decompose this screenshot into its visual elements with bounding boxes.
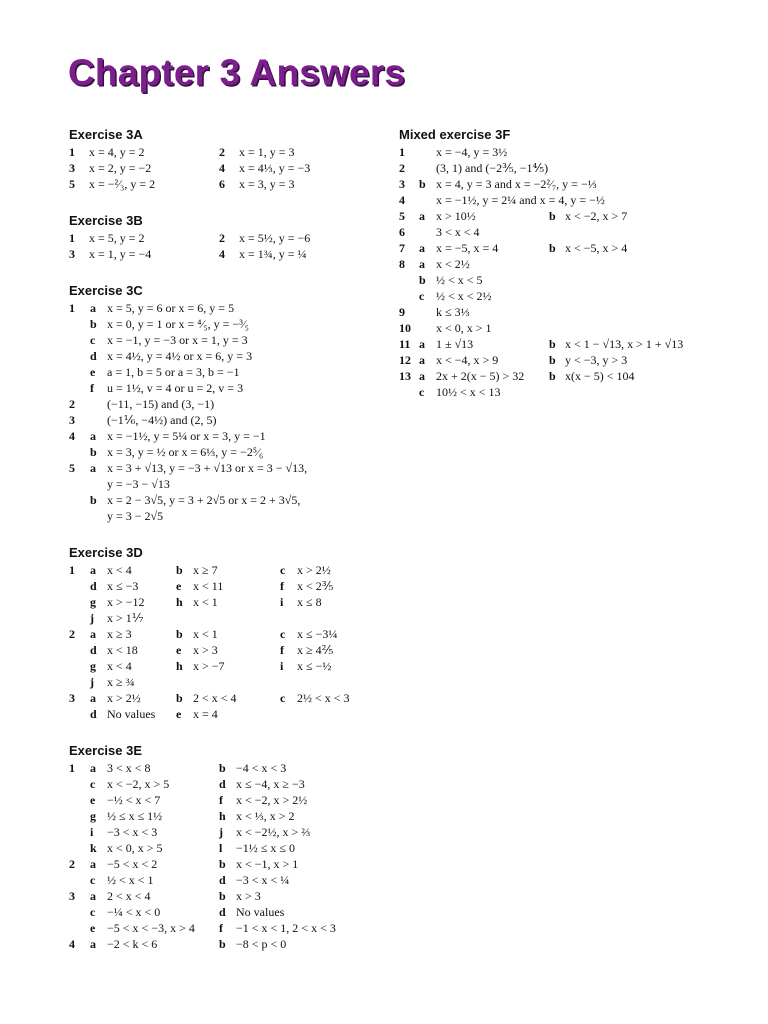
answer-row: [69, 626, 389, 642]
question-number: 3: [399, 177, 405, 191]
question-number: 3: [69, 161, 75, 175]
question-number: 5: [69, 177, 75, 191]
answer-text: x < 2½: [436, 257, 470, 271]
part-letter: b: [176, 627, 183, 641]
answer-row: [69, 460, 389, 476]
answer-text: x ≤ −4, x ≥ −3: [236, 777, 305, 791]
question-number: 9: [399, 305, 405, 319]
part-letter: e: [176, 643, 182, 657]
question-number: 1: [69, 145, 75, 159]
question-number: 4: [219, 247, 225, 261]
answer-row: [69, 792, 389, 808]
answer-text: x = 4, y = 3 and x = −2²⁄₇, y = −⅓: [436, 177, 597, 191]
question-number: 11: [399, 337, 411, 351]
answer-text: x ≤ −3¼: [297, 627, 338, 641]
answer-text: x = 4½, y = 4½ or x = 6, y = 3: [107, 349, 253, 363]
answer-text: x < −2, x > 5: [107, 777, 170, 791]
answer-text: x = −5, x = 4: [436, 241, 499, 255]
answer-text: −1 < x < 1, 2 < x < 3: [236, 921, 336, 935]
part-letter: d: [219, 905, 226, 919]
answer-row: [399, 192, 739, 208]
answer-row: [69, 674, 389, 690]
answer-row: [399, 224, 739, 240]
answer-text: x = −1½, y = 5¼ or x = 3, y = −1: [107, 429, 266, 443]
answer-text: ½ < x < 5: [436, 273, 483, 287]
answer-row: [69, 508, 389, 524]
part-letter: a: [419, 209, 425, 223]
part-letter: f: [90, 381, 94, 395]
part-letter: b: [549, 209, 556, 223]
answer-row: [69, 230, 389, 246]
answer-row: [69, 658, 389, 674]
question-number: 6: [399, 225, 405, 239]
part-letter: e: [90, 365, 96, 379]
answer-text: x = 4, y = 2: [89, 145, 145, 159]
answer-text: x < −4, x > 9: [436, 353, 499, 367]
part-letter: g: [90, 659, 96, 673]
answer-row: [69, 144, 389, 160]
answer-text: x < 1: [193, 627, 218, 641]
answer-row: [69, 690, 389, 706]
answer-row: [69, 562, 389, 578]
question-number: 1: [69, 761, 75, 775]
exercise-3f: [399, 127, 739, 400]
exercise-3b: [69, 213, 389, 262]
answer-text: x ≤ −½: [297, 659, 332, 673]
answer-text: No values: [107, 707, 156, 721]
answer-text: −¼ < x < 0: [107, 905, 161, 919]
part-letter: c: [90, 777, 96, 791]
answer-text: x < −2½, x > ⅔: [236, 825, 311, 839]
exercise-heading: Exercise 3C: [69, 283, 143, 298]
part-letter: e: [176, 579, 182, 593]
part-letter: l: [219, 841, 223, 855]
part-letter: k: [90, 841, 97, 855]
answer-text: x = 1, y = 3: [239, 145, 295, 159]
answer-text: a = 1, b = 5 or a = 3, b = −1: [107, 365, 240, 379]
part-letter: b: [219, 937, 226, 951]
part-letter: i: [280, 595, 284, 609]
answer-text: x < −2, x > 2½: [236, 793, 308, 807]
exercise-heading: Exercise 3D: [69, 545, 143, 560]
part-letter: c: [419, 289, 425, 303]
answer-text: −5 < x < −3, x > 4: [107, 921, 195, 935]
answer-text: x = 4⅓, y = −3: [239, 161, 311, 175]
part-letter: a: [90, 857, 96, 871]
part-letter: b: [219, 857, 226, 871]
part-letter: b: [419, 273, 426, 287]
answer-text: x < −1, x > 1: [236, 857, 299, 871]
answer-row: [69, 642, 389, 658]
answer-text: 3 < x < 4: [436, 225, 480, 239]
answer-text: x = 2 − 3√5, y = 3 + 2√5 or x = 2 + 3√5,: [107, 493, 301, 507]
answer-text: x ≥ ¾: [107, 675, 135, 689]
answer-row: [69, 300, 389, 316]
answer-row: [69, 856, 389, 872]
answer-text: −½ < x < 7: [107, 793, 161, 807]
question-number: 2: [69, 857, 75, 871]
answer-text: x ≥ 7: [193, 563, 218, 577]
part-letter: a: [90, 461, 96, 475]
answer-text: x < 1: [193, 595, 218, 609]
answer-text: x = −4, y = 3½: [436, 145, 508, 159]
answer-row: [69, 364, 389, 380]
answer-row: [399, 176, 739, 192]
answer-text: x = 0, y = 1 or x = ⁴⁄₅, y = −³⁄₅: [107, 317, 249, 331]
answer-text: x < 18: [107, 643, 138, 657]
answer-row: [69, 594, 389, 610]
answer-row: [69, 428, 389, 444]
part-letter: j: [90, 611, 94, 625]
answer-text: x < 0, x > 1: [436, 321, 492, 335]
answer-row: [69, 160, 389, 176]
answer-text: x < ⅓, x > 2: [236, 809, 295, 823]
answer-text: y = −3 − √13: [107, 477, 170, 491]
part-letter: d: [90, 579, 97, 593]
answer-row: [69, 578, 389, 594]
answer-row: [399, 384, 739, 400]
answer-row: [399, 336, 739, 352]
answer-text: x > 3: [236, 889, 261, 903]
answer-text: x ≤ 8: [297, 595, 322, 609]
answer-text: 2x + 2(x − 5) > 32: [436, 369, 525, 383]
answer-row: [69, 904, 389, 920]
question-number: 3: [69, 889, 75, 903]
answer-text: x ≤ −3: [107, 579, 139, 593]
answer-text: x > 1⅐: [107, 611, 144, 625]
part-letter: a: [90, 691, 96, 705]
answer-text: x = 4: [193, 707, 218, 721]
answer-text: ½ ≤ x ≤ 1½: [107, 809, 163, 823]
answer-row: [69, 348, 389, 364]
answer-text: −4 < x < 3: [236, 761, 287, 775]
part-letter: j: [219, 825, 223, 839]
answer-row: [69, 776, 389, 792]
answer-row: [399, 160, 739, 176]
answer-row: [69, 444, 389, 460]
answer-row: [69, 610, 389, 626]
answer-text: x > −12: [107, 595, 145, 609]
answer-text: −3 < x < ¼: [236, 873, 290, 887]
answer-row: [69, 888, 389, 904]
answer-text: x < 11: [193, 579, 224, 593]
part-letter: e: [90, 793, 96, 807]
part-letter: i: [280, 659, 284, 673]
part-letter: d: [90, 707, 97, 721]
answer-text: x > −7: [193, 659, 225, 673]
part-letter: c: [280, 691, 286, 705]
left-column: [69, 127, 389, 952]
part-letter: c: [419, 385, 425, 399]
part-letter: b: [176, 563, 183, 577]
part-letter: f: [280, 643, 284, 657]
answer-row: [69, 840, 389, 856]
answer-text: x = 1¾, y = ¼: [239, 247, 307, 261]
answer-row: [399, 144, 739, 160]
answer-text: x ≥ 4⅖: [297, 643, 334, 657]
question-number: 2: [219, 231, 225, 245]
answer-row: [69, 396, 389, 412]
answer-text: (−11, −15) and (3, −1): [107, 397, 215, 411]
part-letter: c: [90, 905, 96, 919]
answer-row: [399, 272, 739, 288]
part-letter: a: [419, 241, 425, 255]
exercise-3e: [69, 743, 389, 952]
answer-text: (3, 1) and (−2⅗, −1⅘): [436, 161, 549, 175]
answer-row: [69, 412, 389, 428]
part-letter: a: [419, 353, 425, 367]
part-letter: b: [90, 445, 97, 459]
answer-text: x(x − 5) < 104: [565, 369, 635, 383]
exercise-3d: [69, 545, 389, 722]
part-letter: b: [549, 369, 556, 383]
part-letter: a: [419, 257, 425, 271]
part-letter: a: [90, 627, 96, 641]
answer-text: u = 1½, v = 4 or u = 2, v = 3: [107, 381, 244, 395]
answer-row: [69, 492, 389, 508]
question-number: 13: [399, 369, 411, 383]
answer-text: 3 < x < 8: [107, 761, 151, 775]
answer-text: x = −1, y = −3 or x = 1, y = 3: [107, 333, 248, 347]
question-number: 1: [69, 231, 75, 245]
exercise-heading: Mixed exercise 3F: [399, 127, 511, 142]
question-number: 2: [69, 397, 75, 411]
exercise-3a: [69, 127, 389, 192]
answer-row: [399, 208, 739, 224]
answer-text: (−1⅙, −4½) and (2, 5): [107, 413, 217, 427]
answer-row: [69, 824, 389, 840]
part-letter: d: [90, 349, 97, 363]
answer-text: 2½ < x < 3: [297, 691, 350, 705]
question-number: 4: [69, 429, 75, 443]
part-letter: b: [219, 889, 226, 903]
question-number: 4: [219, 161, 225, 175]
answer-text: x < 1 − √13, x > 1 + √13: [565, 337, 684, 351]
question-number: 7: [399, 241, 405, 255]
answer-text: 1 ± √13: [436, 337, 474, 351]
answer-text: −8 < p < 0: [236, 937, 287, 951]
question-number: 2: [399, 161, 405, 175]
part-letter: d: [219, 873, 226, 887]
part-letter: i: [90, 825, 94, 839]
answer-text: x = −²⁄₃, y = 2: [89, 177, 156, 191]
part-letter: b: [219, 761, 226, 775]
answer-text: x < 2⅗: [297, 579, 334, 593]
part-letter: e: [176, 707, 182, 721]
answer-text: x = 5, y = 2: [89, 231, 145, 245]
part-letter: c: [90, 873, 96, 887]
answer-text: −1½ ≤ x ≤ 0: [236, 841, 295, 855]
answer-text: x < 0, x > 5: [107, 841, 163, 855]
answer-text: x < 4: [107, 659, 132, 673]
part-letter: g: [90, 595, 96, 609]
answer-text: x > 2½: [107, 691, 141, 705]
part-letter: j: [90, 675, 94, 689]
answer-row: [69, 332, 389, 348]
part-letter: a: [419, 337, 425, 351]
right-column: [399, 127, 739, 400]
part-letter: f: [219, 793, 223, 807]
answer-row: [69, 936, 389, 952]
answer-row: [399, 368, 739, 384]
part-letter: h: [219, 809, 226, 823]
answer-row: [399, 240, 739, 256]
exercise-heading: Exercise 3E: [69, 743, 143, 758]
answer-row: [69, 476, 389, 492]
part-letter: a: [419, 369, 425, 383]
question-number: 2: [219, 145, 225, 159]
answer-row: [69, 872, 389, 888]
answer-text: x < 4: [107, 563, 132, 577]
answer-row: [69, 808, 389, 824]
question-number: 2: [69, 627, 75, 641]
answer-row: [399, 320, 739, 336]
part-letter: d: [90, 643, 97, 657]
answer-text: x = −1½, y = 2¼ and x = 4, y = −½: [436, 193, 605, 207]
answer-row: [69, 706, 389, 722]
answer-text: −2 < k < 6: [107, 937, 158, 951]
page-title: Chapter 3 Answers: [68, 52, 406, 93]
exercise-3c: [69, 283, 389, 524]
question-number: 6: [219, 177, 225, 191]
part-letter: f: [280, 579, 284, 593]
question-number: 1: [69, 301, 75, 315]
part-letter: h: [176, 659, 183, 673]
answer-row: [69, 760, 389, 776]
question-number: 3: [69, 691, 75, 705]
exercise-heading: Exercise 3B: [69, 213, 143, 228]
part-letter: a: [90, 761, 96, 775]
part-letter: d: [219, 777, 226, 791]
answer-row: [399, 304, 739, 320]
part-letter: e: [90, 921, 96, 935]
part-letter: g: [90, 809, 96, 823]
answer-text: x ≥ 3: [107, 627, 132, 641]
question-number: 1: [399, 145, 405, 159]
answer-text: 2 < x < 4: [107, 889, 151, 903]
answer-row: [69, 316, 389, 332]
part-letter: b: [90, 317, 97, 331]
part-letter: b: [90, 493, 97, 507]
part-letter: b: [419, 177, 426, 191]
part-letter: c: [280, 627, 286, 641]
part-letter: b: [549, 337, 556, 351]
question-number: 3: [69, 247, 75, 261]
answer-text: x > 10½: [436, 209, 476, 223]
part-letter: b: [549, 353, 556, 367]
question-number: 8: [399, 257, 405, 271]
part-letter: b: [549, 241, 556, 255]
answer-text: x = 5½, y = −6: [239, 231, 311, 245]
question-number: 1: [69, 563, 75, 577]
answer-text: x = 3, y = ½ or x = 6⅓, y = −2⁵⁄₆: [107, 445, 264, 459]
part-letter: b: [176, 691, 183, 705]
answer-text: x > 3: [193, 643, 218, 657]
answer-text: x < −2, x > 7: [565, 209, 628, 223]
answer-row: [399, 288, 739, 304]
part-letter: a: [90, 429, 96, 443]
answer-row: [399, 352, 739, 368]
part-letter: a: [90, 563, 96, 577]
part-letter: h: [176, 595, 183, 609]
answer-row: [69, 246, 389, 262]
question-number: 10: [399, 321, 411, 335]
answer-text: x = 3, y = 3: [239, 177, 295, 191]
exercise-heading: Exercise 3A: [69, 127, 143, 142]
part-letter: c: [280, 563, 286, 577]
answer-text: x = 1, y = −4: [89, 247, 152, 261]
question-number: 5: [399, 209, 405, 223]
answer-text: x < −5, x > 4: [565, 241, 628, 255]
part-letter: a: [90, 889, 96, 903]
answer-text: y < −3, y > 3: [565, 353, 628, 367]
answer-row: [69, 380, 389, 396]
answer-text: k ≤ 3⅓: [436, 305, 470, 319]
answer-text: x = 2, y = −2: [89, 161, 152, 175]
answer-row: [69, 920, 389, 936]
part-letter: a: [90, 937, 96, 951]
answer-text: y = 3 − 2√5: [107, 509, 164, 523]
question-number: 4: [69, 937, 75, 951]
question-number: 5: [69, 461, 75, 475]
question-number: 3: [69, 413, 75, 427]
answer-text: x = 5, y = 6 or x = 6, y = 5: [107, 301, 235, 315]
question-number: 4: [399, 193, 405, 207]
answer-text: −5 < x < 2: [107, 857, 158, 871]
answer-text: 10½ < x < 13: [436, 385, 501, 399]
part-letter: f: [219, 921, 223, 935]
answer-text: −3 < x < 3: [107, 825, 158, 839]
answer-text: No values: [236, 905, 285, 919]
answer-row: [399, 256, 739, 272]
answer-row: [69, 176, 389, 192]
answer-text: x = 3 + √13, y = −3 + √13 or x = 3 − √13,: [107, 461, 308, 475]
part-letter: c: [90, 333, 96, 347]
answer-text: ½ < x < 2½: [436, 289, 492, 303]
question-number: 12: [399, 353, 411, 367]
part-letter: a: [90, 301, 96, 315]
answer-text: ½ < x < 1: [107, 873, 154, 887]
answer-text: 2 < x < 4: [193, 691, 237, 705]
answer-text: x > 2½: [297, 563, 331, 577]
